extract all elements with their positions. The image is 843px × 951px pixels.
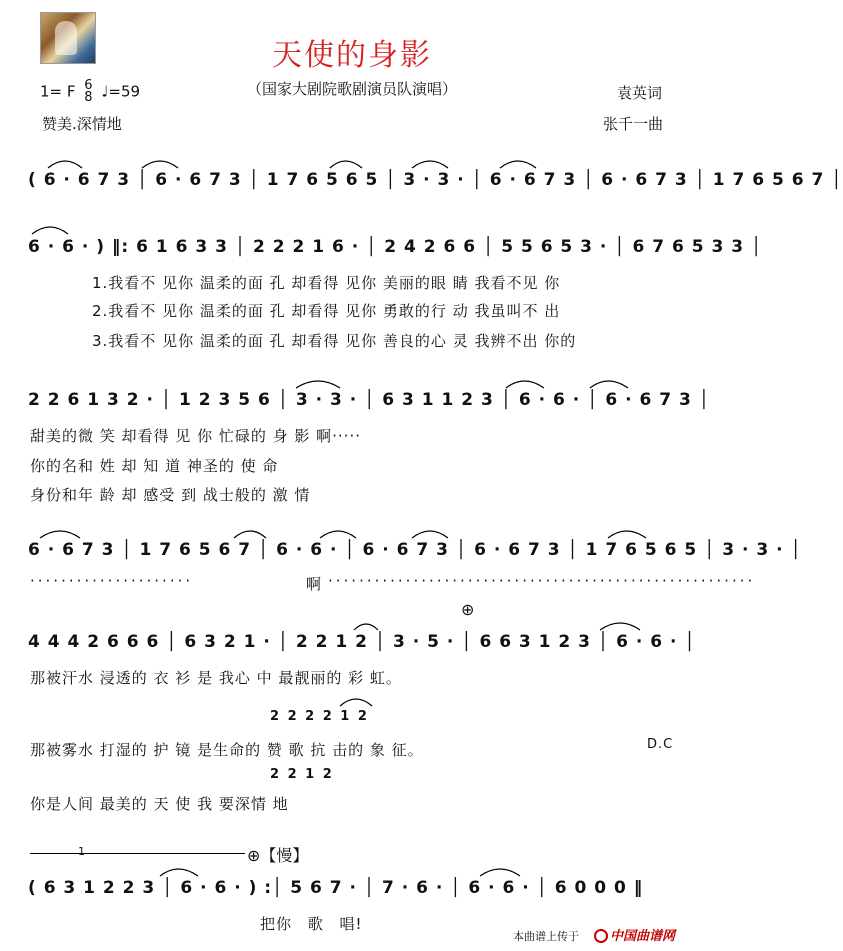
slur (500, 161, 536, 168)
slur (354, 624, 378, 630)
song-title: 天使的身影 (272, 38, 432, 73)
lyric-line7: 你是人间 最美的 天 使 我 要深情 地 (30, 795, 289, 813)
hum-dots-right: ······················································· (328, 572, 756, 590)
score-line-3: 2 2 6 1 3 2 · │ 1 2 3 5 6 │ 3 · 3 · │ 6 3 1 1 2 3 │ 6 · 6 · │ 6 · 6 7 3 │ (28, 390, 710, 410)
tempo-mark: ♩=59 (101, 82, 141, 101)
slur (320, 531, 356, 538)
score-line-8: ( 6 3 1 2 2 3 │ 6 · 6 · ) :│ 5 6 7 · │ 7 · 6 · │ 6 · 6 · │ 6 0 0 0 ‖ (28, 878, 644, 898)
lyric-line3-verse-3: 身份和年 龄 却 感受 到 战士般的 激 情 (30, 486, 311, 504)
slur (590, 381, 628, 388)
coda-slow-mark: ⊕【慢】 (247, 846, 309, 865)
lyric-line3-verse-1: 甜美的微 笑 却看得 见 你 忙碌的 身 影 啊····· (30, 427, 361, 445)
slur (234, 531, 266, 538)
da-capo-mark: D.C (647, 737, 674, 752)
lyric-verse-3: 3.我看不 见你 温柔的面 孔 却看得 见你 善良的心 灵 我辨不出 你的 (92, 332, 577, 350)
expression-mark: 赞美.深情地 (42, 115, 122, 133)
volta-number: 1 (78, 845, 85, 858)
lyric-line6: 那被雾水 打湿的 护 镜 是生命的 赞 歌 抗 击的 象 征。 (30, 741, 424, 759)
lyric-verse-1: 1.我看不 见你 温柔的面 孔 却看得 见你 美丽的眼 睛 我看不见 你 (92, 274, 561, 292)
slur (340, 699, 372, 706)
time-signature-bottom: 8 (84, 90, 93, 105)
hum-syllable: 啊 (306, 575, 323, 593)
lyric-line3-verse-2: 你的名和 姓 却 知 道 神圣的 使 命 (30, 457, 279, 475)
hum-dots-left: ····················· (30, 572, 194, 590)
score-line-2: 6 · 6 · ) ‖: 6 1 6 3 3 │ 2 2 2 1 6 · │ 2 4 2 6 6 │ 5 5 6 5 3 · │ 6 7 6 5 3 3 │ (28, 237, 763, 257)
slur (40, 531, 80, 538)
slur (32, 227, 68, 234)
slur (296, 381, 340, 388)
slur (160, 869, 198, 876)
performer-subtitle: （国家大剧院歌剧演员队演唱） (246, 80, 457, 98)
slur (412, 531, 448, 538)
slur (480, 869, 520, 876)
time-signature-top: 6 (84, 78, 93, 93)
slur (506, 381, 544, 388)
slur (330, 161, 362, 168)
upload-note: 本曲谱上传于 (513, 930, 579, 943)
lyric-verse-2: 2.我看不 见你 温柔的面 孔 却看得 见你 勇敢的行 动 我虽叫不 出 (92, 302, 561, 320)
slur (142, 161, 178, 168)
slur (412, 161, 448, 168)
segno-mark: ⊕ (461, 600, 475, 619)
score-line-4: 6 · 6 7 3 │ 1 7 6 5 6 7 │ 6 · 6 · │ 6 · 6 7 3 │ 6 · 6 7 3 │ 1 7 6 5 6 5 │ 3 · 3 · │ (28, 540, 802, 560)
slur (608, 531, 646, 538)
alt-notes-verse-3: 2 2 1 2 (270, 767, 334, 782)
score-line-5: 4 4 4 2 6 6 6 │ 6 3 2 1 · │ 2 2 1 2 │ 3 · 5 · │ 6 6 3 1 2 3 │ 6 · 6 · │ (28, 632, 696, 652)
lyric-line8: 把你 歌 唱! (260, 915, 363, 933)
lyric-line5: 那被汗水 浸透的 衣 衫 是 我心 中 最靓丽的 彩 虹。 (30, 669, 402, 687)
score-line-1: ( 6 · 6 7 3 │ 6 · 6 7 3 │ 1 7 6 5 6 5 │ 3 · 3 · │ 6 · 6 7 3 │ 6 · 6 7 3 │ 1 7 6 5 6 7 │ (28, 170, 843, 190)
slur (48, 161, 82, 168)
lyricist: 袁英词 (617, 84, 663, 102)
slur (600, 623, 640, 630)
site-logo: 中国曲谱网 (594, 925, 675, 944)
alt-notes-verse-2: 2 2 2 2 1 2 (270, 709, 369, 724)
composer: 张千一曲 (603, 115, 664, 133)
key-signature: 1= F 6 8 ♩=59 (40, 78, 141, 105)
